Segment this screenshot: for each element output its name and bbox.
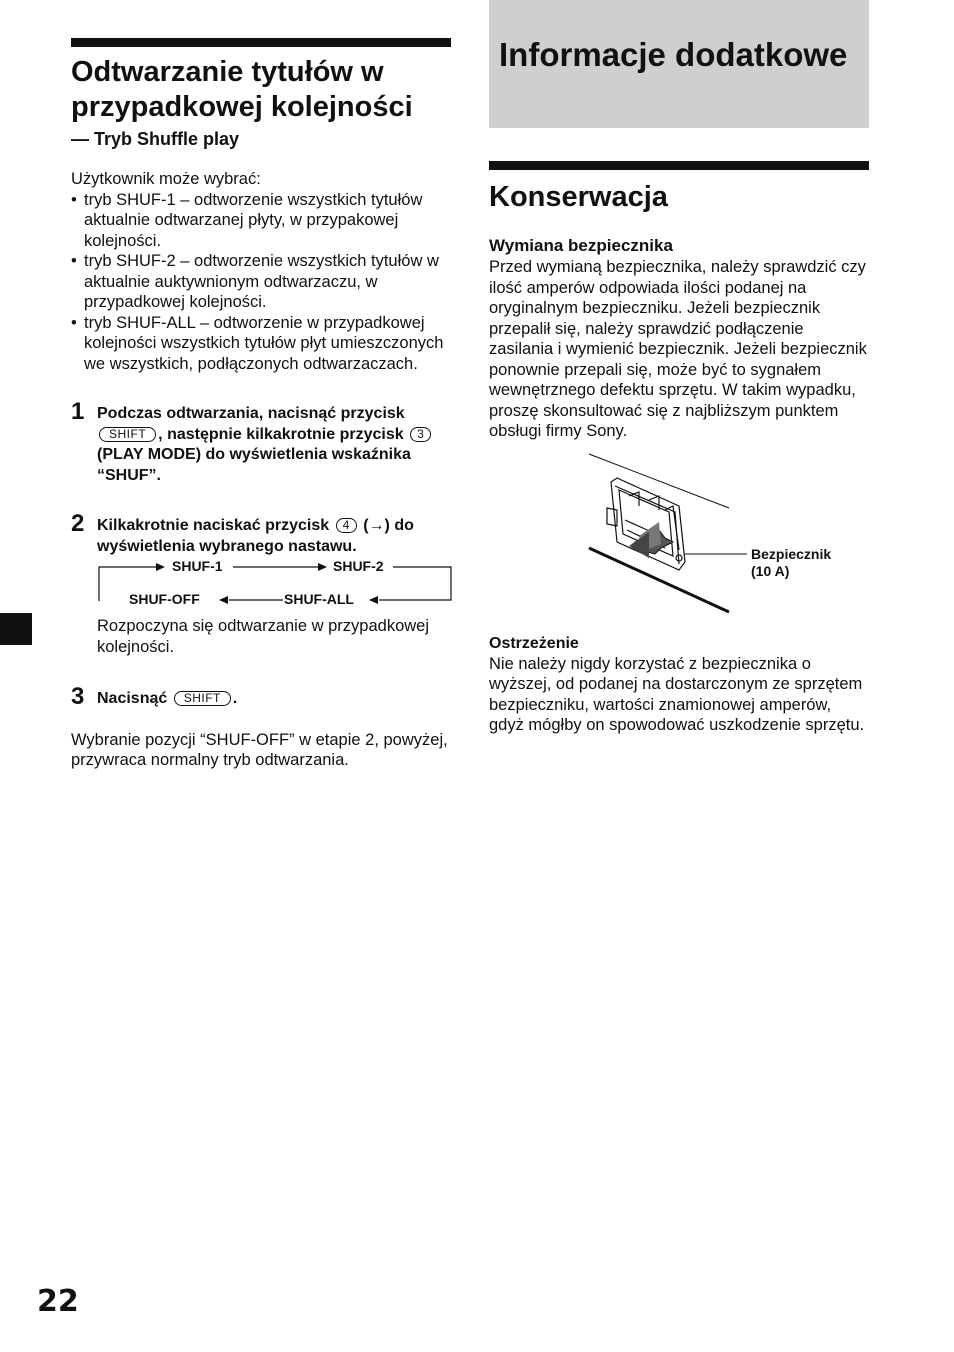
step-3: [71, 683, 451, 710]
step-text-part: do wyświetlenia wybranego nastawu.: [97, 517, 414, 555]
section-rule: [71, 38, 451, 47]
step-text-part: .: [232, 690, 238, 707]
chapter-tab-marker: [0, 613, 32, 645]
fuse-label: [751, 546, 831, 580]
mode-list: [71, 190, 451, 375]
fuse-label-line: (10 A): [751, 562, 790, 579]
fuse-heading: Wymiana bezpiecznika: [489, 236, 673, 255]
step-text-part: , następnie kilkakrotnie przycisk: [158, 425, 404, 443]
step-text: [97, 516, 451, 557]
step-number: 2: [71, 510, 85, 537]
shuffle-subtitle: — Tryb Shuffle play: [71, 129, 240, 149]
step-text: [97, 689, 451, 710]
step-text-part: (PLAY MODE) do wyświetlenia wskaźnika “SHUF”.: [97, 446, 411, 484]
footer-note: Wybranie pozycji “SHUF-OFF” w etapie 2, powyżej, przywraca normalny tryb odtwarzania.: [71, 730, 448, 769]
step-number: 1: [71, 398, 85, 425]
section-rule: [489, 161, 869, 170]
key-4-icon: 4: [336, 518, 357, 533]
key-3-icon: 3: [410, 427, 431, 442]
step-text-part: Kilkakrotnie naciskać przycisk: [97, 517, 330, 534]
warning-text: Nie należy nigdy korzystać z bezpiecznika o wyższej, od podanej na dostarczonym ze sprzętem bezpieczniku, wartości znamionowej amperów, gdyż mógłby on spowodować uszkodzenie sprzętu.: [489, 654, 865, 734]
step-text-part: Podczas odtwarzania, nacisnąć przycisk: [97, 405, 405, 422]
list-item: • tryb SHUF-1 – odtworzenie wszystkich tytułów aktualnie odtwarzanej płyty, w przypakowej kolejności.: [71, 190, 451, 252]
banner-title: Informacje dodatkowe: [499, 36, 848, 73]
shift-key-icon: SHIFT: [99, 427, 156, 442]
cycle-shufoff: SHUF-OFF: [129, 591, 200, 607]
list-item: • tryb SHUF-ALL – odtworzenie w przypadkowej kolejności wszystkich tytułów płyt umieszczonych we wszystkich, podłączonych odtwarzaczach.: [71, 313, 451, 375]
step-text: [97, 404, 451, 486]
shuffle-title: Odtwarzanie tytułów w przypadkowej kolejności: [71, 56, 413, 123]
section-banner: [489, 0, 869, 128]
shuffle-cycle-diagram: [97, 558, 457, 611]
cycle-shuf1: SHUF-1: [172, 558, 223, 574]
fuse-figure: [489, 450, 869, 620]
warning-heading: Ostrzeżenie: [489, 634, 579, 652]
list-item: • tryb SHUF-2 – odtworzenie wszystkich tytułów w aktualnie auktywnionym odtwarzaczu, w przypadkowej kolejności.: [71, 251, 451, 313]
page-number: 22: [37, 1284, 79, 1319]
right-column: [489, 0, 869, 736]
maintenance-title: Konserwacja: [489, 181, 668, 213]
step-2: [71, 510, 451, 657]
fuse-illustration: [489, 450, 869, 620]
step-1: [71, 398, 451, 486]
fuse-text: Przed wymianą bezpiecznika, należy sprawdzić czy ilość amperów odpowiada ilości podanej na oryginalnym bezpieczniku. Jeżeli bezpiecznik przepalił się, należy sprawdzić podłączenie zasilania i wymienić bezpiecznik. Jeżeli bezpiecznik ponownie przepali się, może być to sygnałem wewnętrznego defektu sprzętu. W takim wypadku, proszę skonsultować się z najbliższym punktem obsługi firmy Sony.: [489, 258, 867, 440]
intro-text: Użytkownik może wybrać:: [71, 170, 261, 188]
arrow-right-icon: (→): [363, 517, 390, 534]
step-2-note: Rozpoczyna się odtwarzanie w przypadkowej kolejności.: [97, 617, 429, 656]
shift-key-icon: SHIFT: [174, 691, 231, 706]
fuse-label-line: Bezpiecznik: [751, 545, 832, 562]
cycle-shufall: SHUF-ALL: [284, 591, 354, 607]
step-number: 3: [71, 683, 85, 710]
left-column: [71, 38, 451, 771]
step-text-part: Nacisnąć: [97, 690, 168, 707]
cycle-shuf2: SHUF-2: [333, 558, 384, 574]
